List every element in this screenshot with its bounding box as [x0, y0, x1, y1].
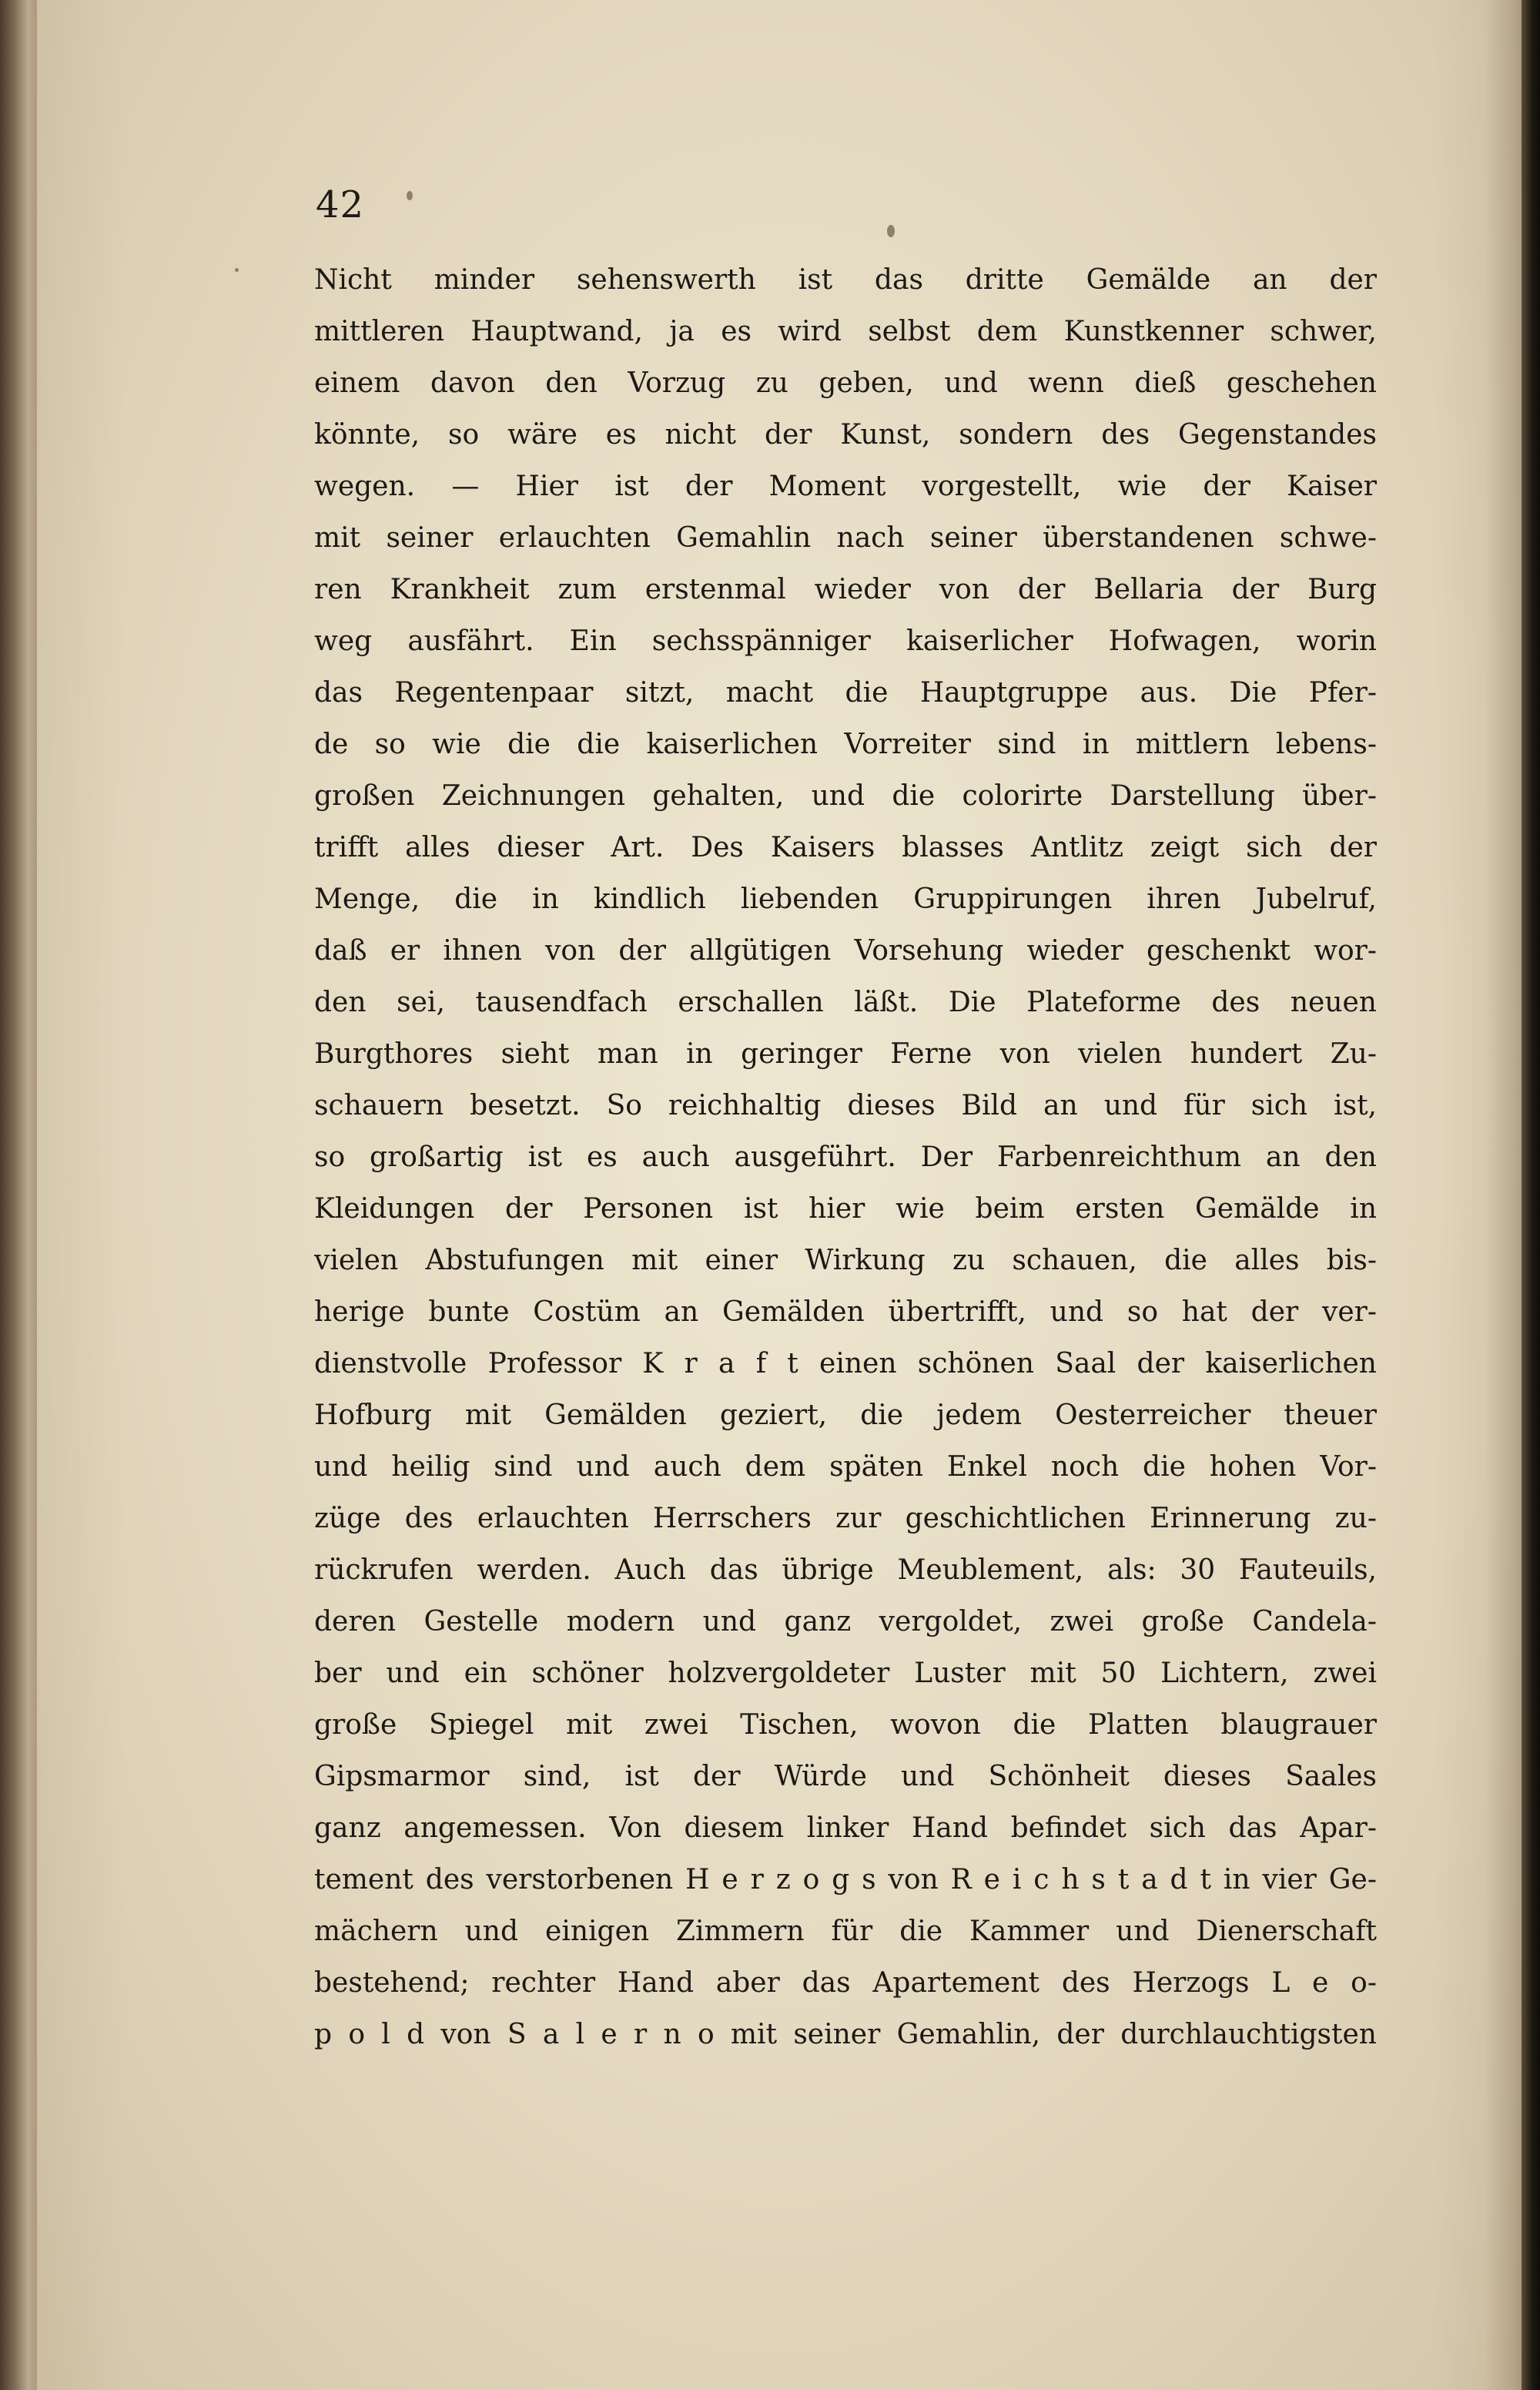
text-line: weg ausfährt. Ein sechsspänniger kaiserlicher Hofwagen, worin	[314, 625, 1377, 657]
text-line: vielen Abstufungen mit einer Wirkung zu schauen, die alles bis-	[314, 1245, 1377, 1276]
text-line: einem davon den Vorzug zu geben, und wenn dieß geschehen	[314, 367, 1377, 399]
text-line: züge des erlauchten Herrschers zur geschichtlichen Erinnerung zu-	[314, 1503, 1377, 1534]
text-line: p o l d von S a l e r n o mit seiner Gemahlin, der durchlauchtigsten	[314, 2019, 1377, 2050]
text-line: mächern und einigen Zimmern für die Kammer und Dienerschaft	[314, 1916, 1377, 1947]
right-page-edge	[1522, 0, 1540, 2390]
ink-speck	[887, 225, 895, 237]
text-line: Hofburg mit Gemälden geziert, die jedem Oesterreicher theuer	[314, 1399, 1377, 1431]
text-line: trifft alles dieser Art. Des Kaisers blasses Antlitz zeigt sich der	[314, 832, 1377, 863]
body-text	[314, 254, 1377, 2060]
text-line: Gipsmarmor sind, ist der Würde und Schönheit dieses Saales	[314, 1761, 1377, 1792]
text-line: könnte, so wäre es nicht der Kunst, sondern des Gegenstandes	[314, 419, 1377, 451]
ink-speck	[407, 191, 413, 200]
text-line: tement des verstorbenen H e r z o g s von R e i c h s t a d t in vier Ge-	[314, 1864, 1377, 1896]
book-binding-edge	[0, 0, 40, 2390]
text-line: so großartig ist es auch ausgeführt. Der Farbenreichthum an den	[314, 1141, 1377, 1173]
text-line: Nicht minder sehenswerth ist das dritte Gemälde an der	[314, 264, 1377, 296]
text-line: ganz angemessen. Von diesem linker Hand befindet sich das Apar-	[314, 1812, 1377, 1844]
text-line: Menge, die in kindlich liebenden Gruppirungen ihren Jubelruf,	[314, 883, 1377, 915]
text-line: schauern besetzt. So reichhaltig dieses Bild an und für sich ist,	[314, 1090, 1377, 1121]
text-line: wegen. — Hier ist der Moment vorgestellt, wie der Kaiser	[314, 471, 1377, 502]
page-number: 42	[316, 183, 365, 226]
text-line: de so wie die die kaiserlichen Vorreiter sind in mittlern lebens-	[314, 729, 1377, 760]
text-line: große Spiegel mit zwei Tischen, wovon die Platten blaugrauer	[314, 1709, 1377, 1741]
text-line: den sei, tausendfach erschallen läßt. Die Plateforme des neuen	[314, 987, 1377, 1018]
text-line: mittleren Hauptwand, ja es wird selbst dem Kunstkenner schwer,	[314, 316, 1377, 347]
text-line: ber und ein schöner holzvergoldeter Luster mit 50 Lichtern, zwei	[314, 1658, 1377, 1689]
text-line: großen Zeichnungen gehalten, und die colorirte Darstellung über-	[314, 780, 1377, 812]
text-line: und heilig sind und auch dem späten Enkel noch die hohen Vor-	[314, 1451, 1377, 1483]
text-line: dienstvolle Professor K r a f t einen schönen Saal der kaiserlichen	[314, 1348, 1377, 1379]
text-line: herige bunte Costüm an Gemälden übertrifft, und so hat der ver-	[314, 1296, 1377, 1328]
text-line: bestehend; rechter Hand aber das Apartement des Herzogs L e o-	[314, 1967, 1377, 1999]
text-line: rückrufen werden. Auch das übrige Meublement, als: 30 Fauteuils,	[314, 1554, 1377, 1586]
text-line: deren Gestelle modern und ganz vergoldet, zwei große Candela-	[314, 1606, 1377, 1637]
text-line: mit seiner erlauchten Gemahlin nach seiner überstandenen schwe-	[314, 522, 1377, 554]
text-line: das Regentenpaar sitzt, macht die Hauptgruppe aus. Die Pfer-	[314, 677, 1377, 709]
text-line: Burgthores sieht man in geringer Ferne von vielen hundert Zu-	[314, 1038, 1377, 1070]
text-line: daß er ihnen von der allgütigen Vorsehung wieder geschenkt wor-	[314, 935, 1377, 967]
ink-speck	[235, 268, 239, 272]
text-line: Kleidungen der Personen ist hier wie beim ersten Gemälde in	[314, 1193, 1377, 1225]
text-line: ren Krankheit zum erstenmal wieder von der Bellaria der Burg	[314, 574, 1377, 605]
